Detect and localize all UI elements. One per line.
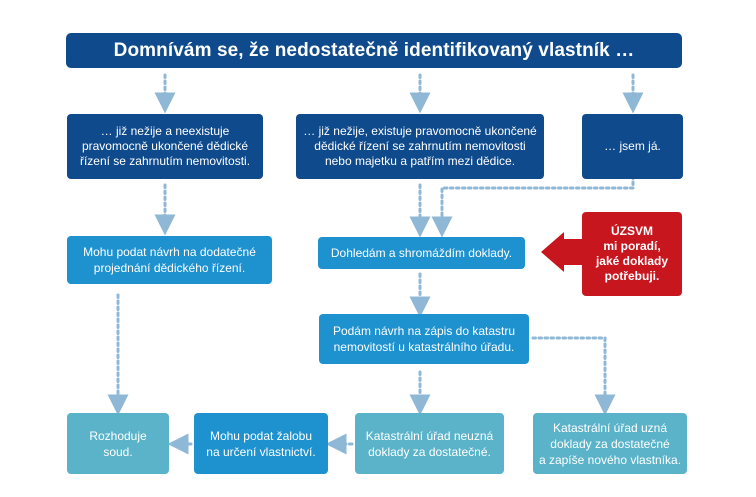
step-file-ownership-lawsuit: Mohu podat žalobu na určení vlastnictví. [194,413,328,474]
case-no-inheritance-proceeding: … již nežije a neexistuje pravomocně ukončené dědické řízení se zahrnutím nemovitosti. [67,114,263,179]
step-propose-inheritance-proceeding: Mohu podat návrh na dodatečné projednání dědického řízení. [67,236,272,284]
uzsvm-advice-callout: ÚZSVM mi poradí, jaké doklady potřebuji. [582,212,682,296]
connector-proposal-to-accepts [533,338,605,405]
outcome-court-decides: Rozhoduje soud. [67,413,169,474]
case-heir-with-proceeding: … již nežije, existuje pravomocně ukončené dědické řízení se zahrnutím nemovitosti nebo majetku a patřím mezi dědice. [296,114,544,179]
case-it-is-me: … jsem já. [582,114,683,179]
outcome-office-accepts: Katastrální úřad uzná doklady za dostatečné a zapíše nového vlastníka. [533,413,687,474]
step-collect-documents: Dohledám a shromáždím doklady. [318,237,525,269]
diagram-title: Domnívám se, že nedostatečně identifikovaný vlastník … [66,33,682,68]
step-cadastre-proposal: Podám návrh na zápis do katastru nemovitostí u katastrálního úřadu. [319,314,529,364]
outcome-office-rejects: Katastrální úřad neuzná doklady za dostatečné. [355,413,504,474]
uzsvm-pointer-arrow [541,232,582,272]
